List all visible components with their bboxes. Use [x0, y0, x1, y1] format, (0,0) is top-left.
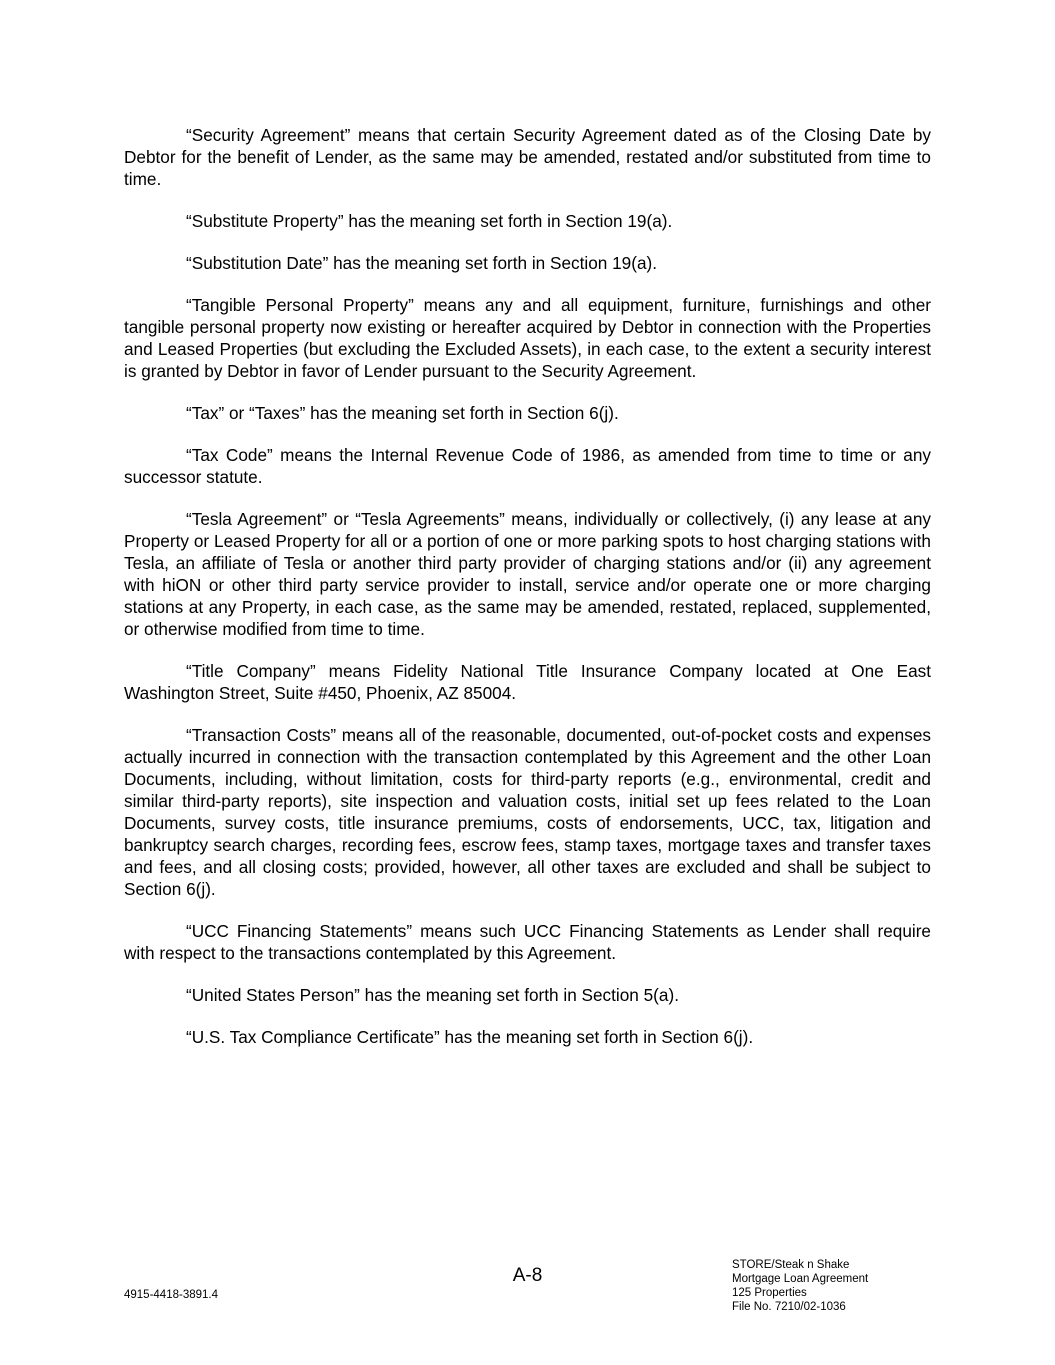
- definition-security-agreement: “Security Agreement” means that certain Security Agreement dated as of the Closing Date by Debtor for the benefit of Lender, as the same may be amended, restated and/or substituted from time to time.: [124, 125, 931, 189]
- document-id: 4915-4418-3891.4: [124, 1289, 218, 1301]
- reference-line: File No. 7210/02-1036: [732, 1301, 846, 1313]
- definition-tax-code: “Tax Code” means the Internal Revenue Code of 1986, as amended from time to time or any successor statute.: [124, 445, 931, 487]
- page-number: A-8: [512, 1265, 543, 1286]
- definition-substitute-property: “Substitute Property” has the meaning set forth in Section 19(a).: [186, 211, 673, 231]
- definition-us-tax-compliance-certificate: “U.S. Tax Compliance Certificate” has the meaning set forth in Section 6(j).: [186, 1027, 754, 1047]
- document-reference: [732, 1258, 868, 1314]
- definition-transaction-costs: “Transaction Costs” means all of the reasonable, documented, out-of-pocket costs and expenses actually incurred in connection with the transaction contemplated by this Agreement and the other Loan Documents, including, without limitation, costs for third-party reports (e.g., environmental, credit and similar third-party reports), site inspection and valuation costs, initial set up fees related to the Loan Documents, survey costs, title insurance premiums, costs of endorsements, UCC, tax, litigation and bankruptcy search charges, recording fees, escrow fees, stamp taxes, mortgage taxes and transfer taxes and fees, and all closing costs; provided, however, all other taxes are excluded and shall be subject to Section 6(j).: [124, 725, 931, 899]
- definition-tesla-agreement: “Tesla Agreement” or “Tesla Agreements” means, individually or collectively, (i) any lease at any Property or Leased Property for all or a portion of one or more parking spots to host charging stations with Tesla, an affiliate of Tesla or another third party provider of charging stations and/or (ii) any agreement with hiON or other third party service provider to install, service and/or operate one or more charging stations at any Property, in each case, as the same may be amended, restated, replaced, supplemented, or otherwise modified from time to time.: [124, 509, 931, 639]
- definitions-body: [124, 124, 931, 1068]
- definition-tax: “Tax” or “Taxes” has the meaning set forth in Section 6(j).: [186, 403, 619, 423]
- definition-substitution-date: “Substitution Date” has the meaning set forth in Section 19(a).: [186, 253, 658, 273]
- definition-title-company: “Title Company” means Fidelity National Title Insurance Company located at One East Washington Street, Suite #450, Phoenix, AZ 85004.: [124, 661, 931, 703]
- reference-line: STORE/Steak n Shake: [732, 1259, 850, 1271]
- reference-line: Mortgage Loan Agreement: [732, 1273, 869, 1285]
- definition-ucc-financing-statements: “UCC Financing Statements” means such UCC Financing Statements as Lender shall require with respect to the transactions contemplated by this Agreement.: [124, 921, 931, 963]
- definition-tangible-personal-property: “Tangible Personal Property” means any and all equipment, furniture, furnishings and other tangible personal property now existing or hereafter acquired by Debtor in connection with the Properties and Leased Properties (but excluding the Excluded Assets), in each case, to the extent a security interest is granted by Debtor in favor of Lender pursuant to the Security Agreement.: [124, 295, 931, 381]
- reference-line: 125 Properties: [732, 1287, 807, 1299]
- definition-united-states-person: “United States Person” has the meaning set forth in Section 5(a).: [186, 985, 679, 1005]
